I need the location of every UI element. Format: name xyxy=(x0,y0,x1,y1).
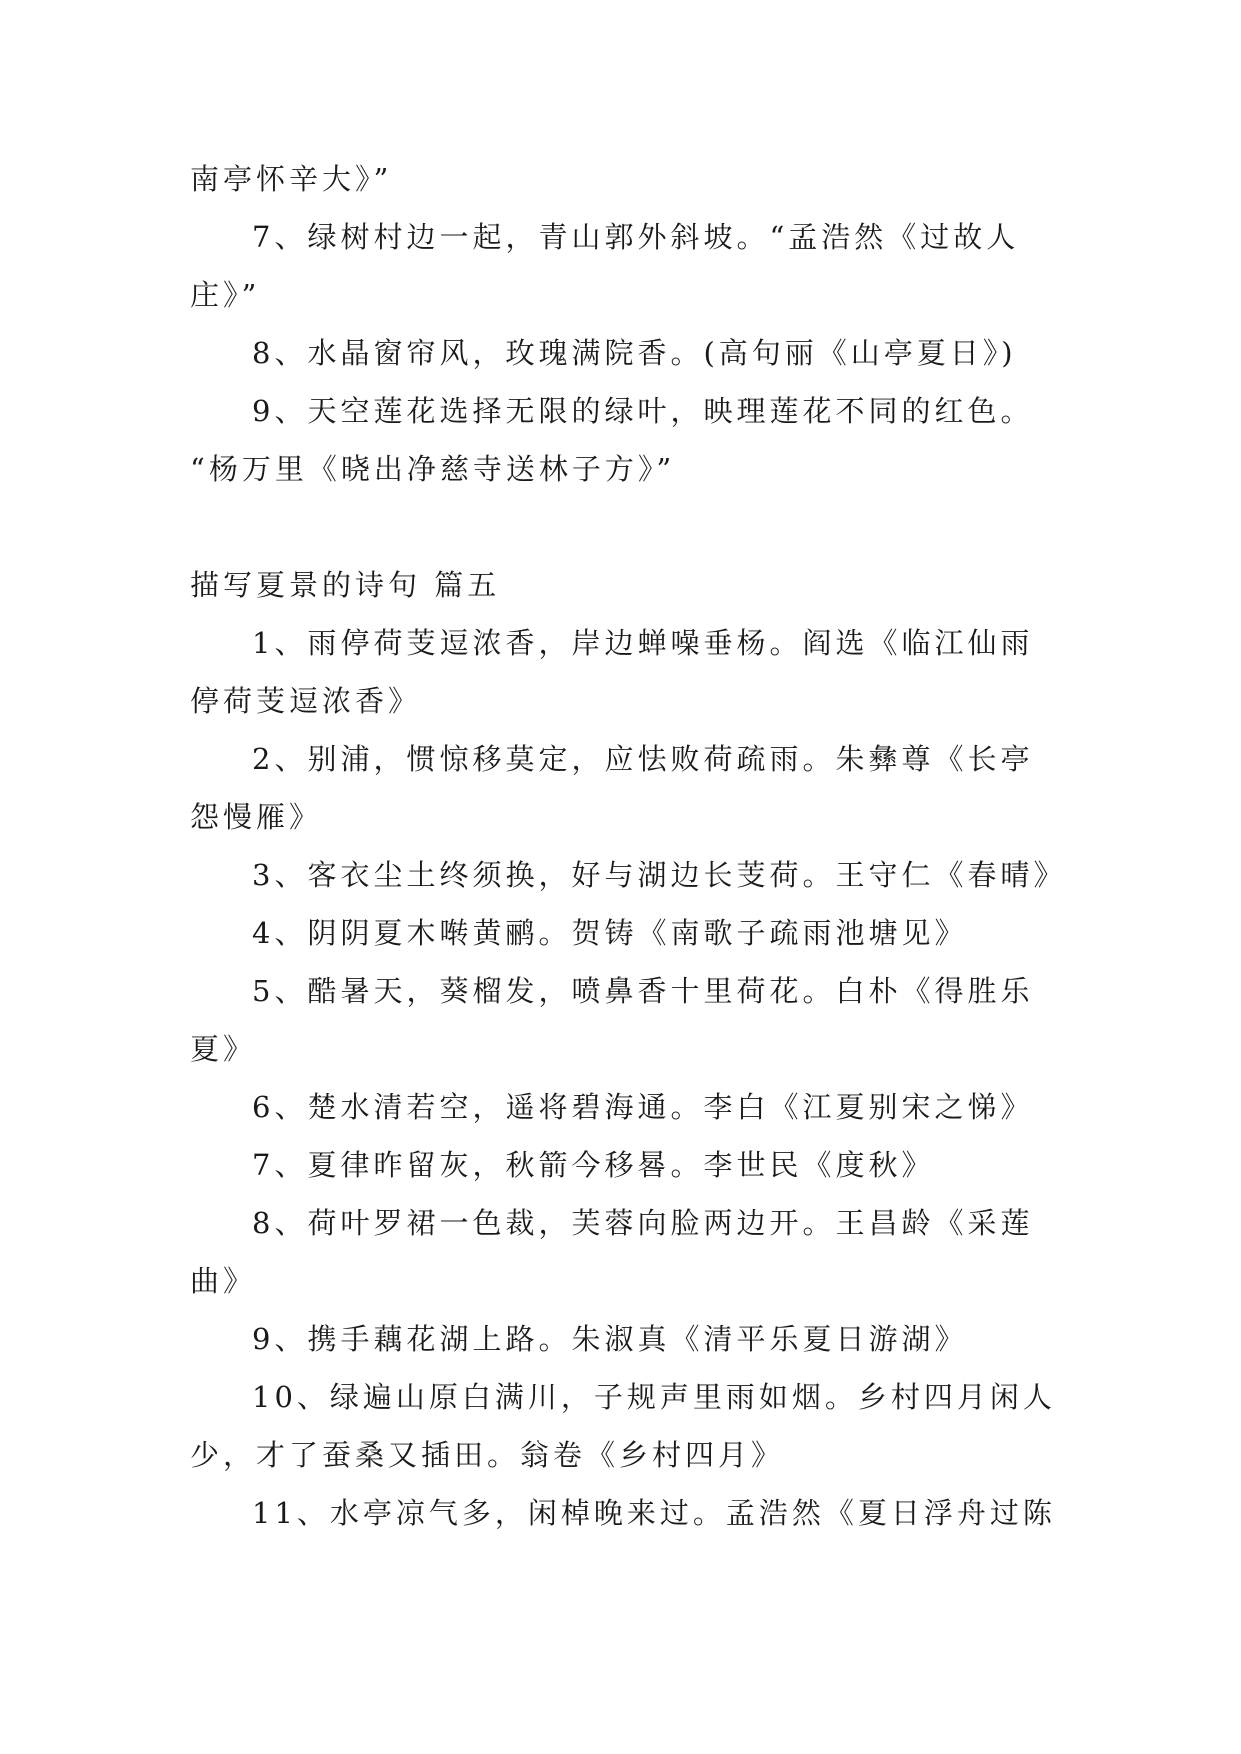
list-item: 5、酷暑天，葵榴发，喷鼻香十里荷花。白朴《得胜乐 xyxy=(252,974,1034,1008)
list-item: 2、别浦，惯惊移莫定，应怯败荷疏雨。朱彝尊《长亭 xyxy=(252,742,1034,776)
list-item: 1、雨停荷芰逗浓香，岸边蝉噪垂杨。阎选《临江仙雨 xyxy=(252,626,1034,660)
text-line: 南亭怀辛大》” xyxy=(190,162,393,196)
text-line: 少，才了蚕桑又插田。翁卷《乡村四月》 xyxy=(190,1438,785,1472)
list-item: 7、绿树村边一起，青山郭外斜坡。“孟浩然《过故人 xyxy=(252,220,1020,254)
list-item: 8、荷叶罗裙一色裁，芙蓉向脸两边开。王昌龄《采莲 xyxy=(252,1206,1034,1240)
list-item: 9、天空莲花选择无限的绿叶，映理莲花不同的红色。 xyxy=(252,394,1034,428)
text-line: 夏》 xyxy=(190,1032,257,1066)
text-line: 庄》” xyxy=(190,278,261,312)
section-heading: 描写夏景的诗句 篇五 xyxy=(190,568,501,602)
list-item: 11、水亭凉气多，闲棹晚来过。孟浩然《夏日浮舟过陈 xyxy=(252,1496,1056,1530)
list-item: 9、携手藕花湖上路。朱淑真《清平乐夏日游湖》 xyxy=(252,1322,968,1356)
document-page xyxy=(190,150,1067,1542)
list-item: 4、阴阴夏木啭黄鹂。贺铸《南歌子疏雨池塘见》 xyxy=(252,916,968,950)
text-line: 怨慢雁》 xyxy=(190,800,323,834)
list-item: 6、楚水清若空，遥将碧海通。李白《江夏别宋之悌》 xyxy=(252,1090,1034,1124)
list-item: 10、绿遍山原白满川，子规声里雨如烟。乡村四月闲人 xyxy=(252,1380,1056,1414)
list-item: 7、夏律昨留灰，秋箭今移晷。李世民《度秋》 xyxy=(252,1148,935,1182)
text-line: 停荷芰逗浓香》 xyxy=(190,684,422,718)
text-line: “杨万里《晓出净慈寺送林子方》” xyxy=(190,452,676,486)
list-item: 8、水晶窗帘风，玫瑰满院香。(高句丽《山亭夏日》) xyxy=(252,336,1017,370)
text-line: 曲》 xyxy=(190,1264,257,1298)
list-item: 3、客衣尘土终须换，好与湖边长芰荷。王守仁《春晴》 xyxy=(252,858,1067,892)
